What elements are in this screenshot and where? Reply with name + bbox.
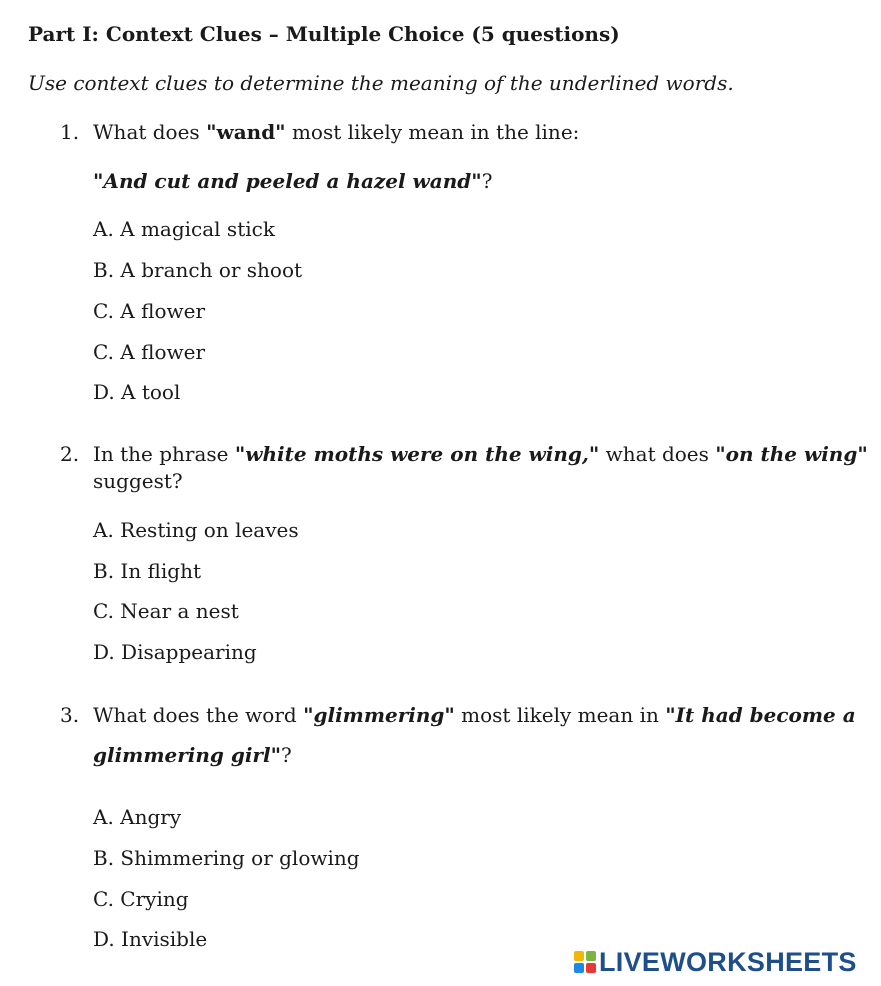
- question-2-text: In the phrase "white moths were on the wing," what does "on the wing": [93, 442, 868, 466]
- logo-text: LIVEWORKSHEETS: [599, 946, 857, 977]
- section-title: Part I: Context Clues – Multiple Choice (5 questions): [28, 22, 620, 46]
- answer-option[interactable]: C. Crying: [93, 887, 189, 911]
- answer-option[interactable]: D. Disappearing: [93, 640, 257, 664]
- answer-option[interactable]: A. A magical stick: [93, 217, 275, 241]
- target-word: "wand": [206, 120, 286, 144]
- liveworksheets-logo[interactable]: [574, 946, 857, 978]
- question-3-quote: glimmering girl"?: [93, 743, 292, 767]
- answer-option[interactable]: D. A tool: [93, 380, 181, 404]
- question-number: 1.: [60, 120, 80, 144]
- question-1-quote: "And cut and peeled a hazel wand"?: [93, 169, 493, 193]
- answer-option[interactable]: A. Resting on leaves: [93, 518, 299, 542]
- answer-option[interactable]: C. A flower: [93, 340, 206, 364]
- question-3-text: What does the word "glimmering" most likely mean in "It had become a: [93, 703, 856, 727]
- question-number: 2.: [60, 442, 80, 466]
- question-number: 3.: [60, 703, 80, 727]
- question-1-text: What does "wand" most likely mean in the line:: [93, 120, 580, 144]
- answer-option[interactable]: B. In flight: [93, 559, 202, 583]
- answer-option[interactable]: D. Invisible: [93, 927, 208, 951]
- answer-option[interactable]: A. Angry: [93, 805, 182, 829]
- answer-option[interactable]: B. Shimmering or glowing: [93, 846, 360, 870]
- liveworksheets-logo-icon: [574, 951, 596, 973]
- answer-option[interactable]: C. Near a nest: [93, 599, 239, 623]
- answer-option[interactable]: B. A branch or shoot: [93, 258, 303, 282]
- instructions: Use context clues to determine the meaning of the underlined words.: [28, 71, 734, 95]
- question-2-text-cont: suggest?: [93, 469, 183, 493]
- answer-option[interactable]: C. A flower: [93, 299, 206, 323]
